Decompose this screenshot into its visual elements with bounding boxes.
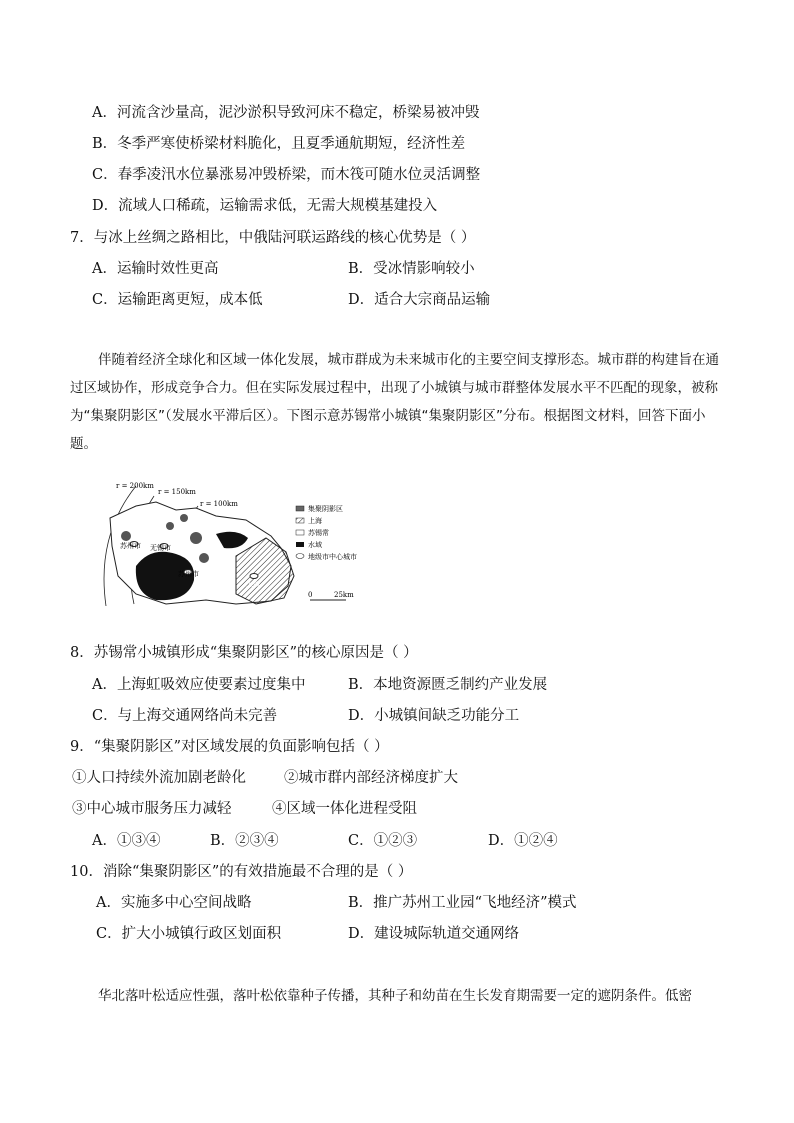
- legend-shadow: 集聚阴影区: [308, 505, 343, 513]
- legend-shanghai: 上海: [308, 517, 322, 525]
- city-label-wuxi: 无锡市: [150, 544, 171, 552]
- q8-option-c: C．与上海交通网络尚未完善: [92, 708, 278, 724]
- q10-option-c: C．扩大小城镇行政区划面积: [96, 926, 282, 942]
- q7-stem: 7．与冰上丝绸之路相比，中俄陆河联运路线的核心优势是（ ）: [70, 230, 476, 246]
- q6-option-c: C．春季凌汛水位暴涨易冲毁桥梁，而木筏可随水位灵活调整: [92, 167, 481, 183]
- q9-stem: 9．“集聚阴影区”对区域发展的负面影响包括（ ）: [70, 739, 389, 755]
- q7-option-a: A．运输时效性更高: [92, 261, 219, 277]
- material-passage-2: 华北落叶松适应性强，落叶松依靠种子传播，其种子和幼苗在生长发育期需要一定的遮阴条件。低密: [98, 988, 692, 1004]
- q9-item-3: ③中心城市服务压力减轻: [72, 801, 232, 817]
- q9-item-1: ①人口持续外流加剧老龄化: [72, 770, 246, 786]
- legend-water: 水域: [308, 541, 322, 549]
- city-marker: [250, 574, 258, 579]
- shadow-blob: [166, 522, 174, 530]
- shadow-blob: [190, 532, 202, 544]
- shadow-blob: [199, 553, 209, 563]
- q9-option-a: A．①③④: [92, 833, 161, 849]
- shadow-blob: [180, 514, 188, 522]
- q10-option-b: B．推广苏州工业园“飞地经济”模式: [348, 895, 577, 911]
- q6-option-b: B．冬季严寒使桥梁材料脆化，且夏季通航期短，经济性差: [92, 136, 466, 152]
- q7-option-c: C．运输距离更短，成本低: [92, 292, 263, 308]
- agglomeration-shadow-map: [96, 476, 396, 611]
- city-label-changzhou: 苏州市: [120, 542, 141, 550]
- scale-25km: 25km: [334, 591, 354, 599]
- ring-label-150: r = 150km: [158, 488, 196, 496]
- q8-stem: 8．苏锡常小城镇形成“集聚阴影区”的核心原因是（ ）: [70, 645, 418, 661]
- ring-label-100: r = 100km: [200, 500, 238, 508]
- q8-option-a: A．上海虹吸效应使要素过度集中: [92, 677, 306, 693]
- legend-suxichang: 苏锡常: [308, 529, 329, 537]
- q7-option-d: D．适合大宗商品运输: [348, 292, 491, 308]
- q8-option-b: B．本地资源匮乏制约产业发展: [348, 677, 548, 693]
- shadow-blob: [121, 531, 131, 541]
- city-label-suzhou: 苏州市: [178, 570, 199, 578]
- city-label-shanghai: 上海: [246, 580, 260, 588]
- q9-option-d: D．①②④: [488, 833, 558, 849]
- q6-option-a: A．河流含沙量高，泥沙淤积导致河床不稳定，桥梁易被冲毁: [92, 105, 480, 121]
- q9-option-b: B．②③④: [210, 833, 279, 849]
- map-legend: [296, 504, 357, 561]
- q9-option-c: C．①②③: [348, 833, 418, 849]
- ring-label-200: r = 200km: [116, 482, 154, 490]
- q8-option-d: D．小城镇间缺乏功能分工: [348, 708, 520, 724]
- q6-option-d: D．流域人口稀疏，运输需求低，无需大规模基建投入: [92, 198, 438, 214]
- q10-option-d: D．建设城际轨道交通网络: [348, 926, 520, 942]
- q10-stem: 10．消除“集聚阴影区”的有效措施最不合理的是（ ）: [70, 864, 413, 880]
- legend-city: 地级市中心城市: [308, 553, 357, 561]
- q10-option-a: A．实施多中心空间战略: [96, 895, 252, 911]
- q9-item-4: ④区域一体化进程受阻: [272, 801, 417, 817]
- q7-option-b: B．受冰情影响较小: [348, 261, 475, 277]
- material-passage-1: 伴随着经济全球化和区域一体化发展，城市群成为未来城市化的主要空间支撑形态。城市群的构建旨在通过区域协作，形成竞争合力。但在实际发展过程中，出现了小城镇与城市群整体发展水平不匹配的现象，被称为“集聚阴影区”（发展水平滞后区）。下图示意苏锡常小城镇“集聚阴影区”分布。根据图文材料，回答下面小题。: [70, 352, 719, 452]
- scale-zero: 0: [308, 591, 313, 599]
- q9-item-2: ②城市群内部经济梯度扩大: [284, 770, 458, 786]
